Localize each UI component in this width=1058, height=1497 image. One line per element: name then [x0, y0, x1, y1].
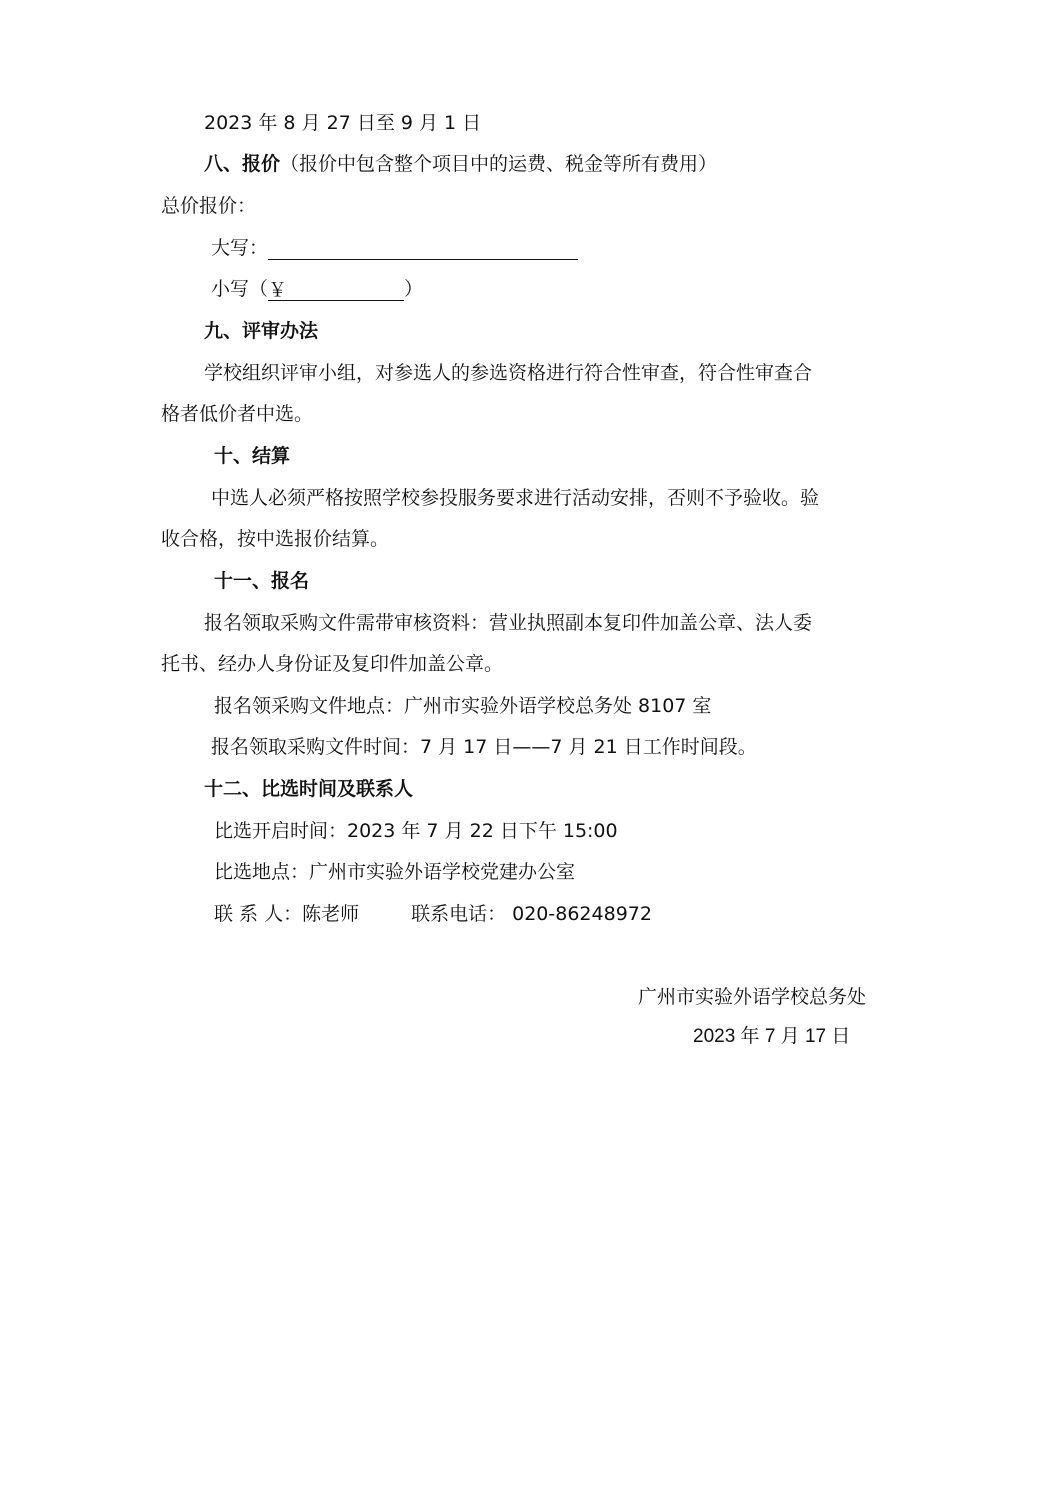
contact-phone: 联系电话： 020-86248972: [411, 903, 652, 925]
selection-contact-row: [214, 902, 652, 926]
selection-open-time: 比选开启时间：2023 年 7 月 22 日下午 15:00: [214, 820, 618, 842]
selection-location: 比选地点：广州市实验外语学校党建办公室: [214, 861, 576, 883]
schedule-period: 2023 年 8 月 27 日至 9 月 1 日: [204, 112, 482, 134]
signature-date: 2023 年 7 月 17 日: [693, 1026, 851, 1047]
quote-heading-line: [204, 152, 717, 176]
currency-symbol: ￥: [268, 279, 288, 301]
settlement-body-line2: 收合格，按中选报价结算。: [161, 528, 390, 550]
review-body-line2: 格者低价者中选。: [161, 403, 314, 425]
review-heading: 九、评审办法: [204, 320, 319, 342]
settlement-heading: 十、结算: [214, 445, 291, 467]
settlement-body-line1: 中选人必须严格按照学校参投服务要求进行活动安排，否则不予验收。验: [211, 487, 820, 509]
registration-body-line1: 报名领取采购文件需带审核资料：营业执照副本复印件加盖公章、法人委: [204, 612, 813, 634]
signature-org: 广州市实验外语学校总务处: [638, 986, 867, 1008]
lower-amount-blank[interactable]: [268, 278, 404, 301]
registration-heading: 十一、报名: [214, 570, 310, 592]
lower-amount-row: [211, 277, 423, 301]
quote-heading: 八、报价: [204, 153, 281, 175]
lower-amount-close: ）: [404, 278, 424, 300]
selection-heading: 十二、比选时间及联系人: [204, 778, 414, 800]
contact-person: 联 系 人：陈老师: [214, 903, 360, 925]
quote-heading-note: （报价中包含整个项目中的运费、税金等所有费用）: [280, 153, 718, 175]
registration-body-line2: 托书、经办人身份证及复印件加盖公章。: [161, 653, 504, 675]
registration-time: 报名领取采购文件时间：7 月 17 日——7 月 21 日工作时间段。: [211, 736, 757, 758]
total-quote-label: 总价报价：: [161, 195, 257, 217]
registration-location: 报名领采购文件地点：广州市实验外语学校总务处 8107 室: [214, 695, 712, 717]
upper-amount-label: 大写：: [211, 237, 269, 259]
upper-amount-row: [211, 236, 578, 260]
review-body-line1: 学校组织评审小组，对参选人的参选资格进行符合性审查，符合性审查合: [204, 362, 813, 384]
lower-amount-label: 小写（: [211, 278, 269, 300]
upper-amount-blank[interactable]: [268, 237, 578, 260]
